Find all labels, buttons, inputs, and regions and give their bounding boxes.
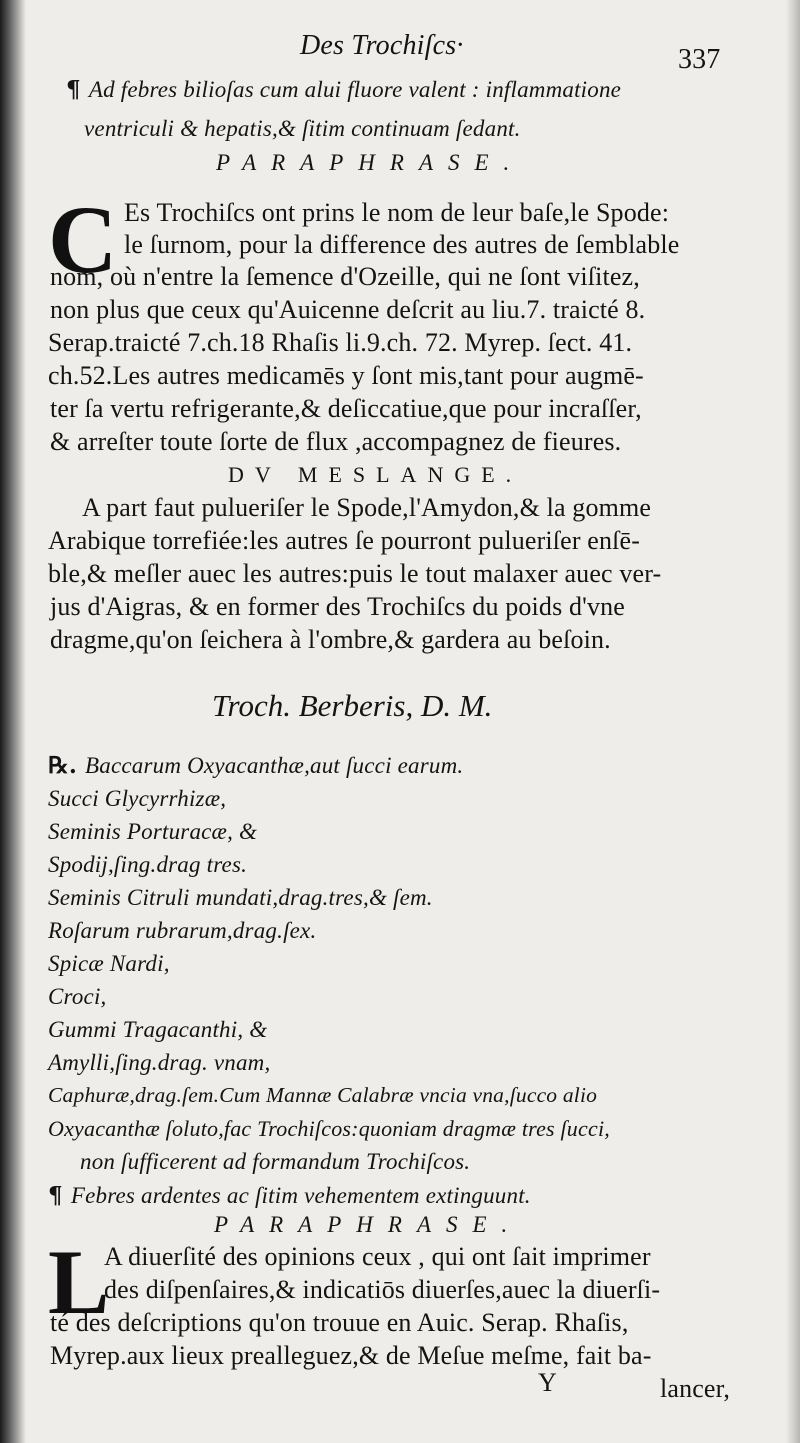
intro-note-line-1: ¶ Ad febres bilioſas cum alui fluore valent : inflammatione — [66, 76, 622, 103]
outro-note: ¶ Febres ardentes ac ſitim vehementem extinguunt. — [48, 1182, 531, 1209]
heading-paraphrase: PARAPHRASE. — [216, 150, 525, 175]
para2-line-4: jus d'Aigras, & en former des Trochiſcs du poids d'vne — [50, 592, 625, 621]
drop-cap-l: L — [48, 1231, 110, 1333]
recipe-line-4: Spodij,ſing.drag tres. — [48, 852, 248, 877]
gutter-shadow — [0, 0, 26, 1443]
para3-line-3: té des deſcriptions qu'on trouue en Auic. Serap. Rhaſis, — [50, 1308, 629, 1337]
para1-line-5: Serap.traicté 7.ch.18 Rhaſis li.9.ch. 72. Myrep. ſect. 41. — [48, 328, 633, 357]
recipe-line-12: Oxyacanthæ ſoluto,fac Trochiſcos:quoniam dragmæ tres ſucci, — [48, 1116, 610, 1141]
para3-line-2: des diſpenſaires,& indicatiōs diuerſes,auec la diuerſi- — [104, 1275, 661, 1304]
recipe-line-11: Caphuræ,drag.ſem.Cum Mannæ Calabræ vncia vna,ſucco alio — [48, 1083, 598, 1107]
recipe-line-9: Gummi Tragacanthi, & — [48, 1017, 268, 1042]
para1-line-6: ch.52.Les autres medicamēs y ſont mis,tant pour augmē- — [48, 361, 644, 390]
catchword: lancer, — [660, 1374, 731, 1403]
recipe-line-8: Croci, — [48, 984, 107, 1009]
recipe-line-7: Spicæ Nardi, — [48, 951, 170, 976]
paragraph-mark: ¶ — [66, 76, 81, 103]
recipe-line-2: Succi Glycyrrhizæ, — [48, 786, 227, 811]
para1-line-7: ter ſa vertu refrigerante,& deſiccatiue,que pour incraſſer, — [50, 394, 642, 423]
signature-mark: Y — [538, 1368, 557, 1397]
para2-line-2: Arabique torrefiée:les autres ſe pourront pulueriſer enſē- — [48, 526, 640, 555]
recipe-line-10: Amylli,ſing.drag. vnam, — [48, 1050, 271, 1075]
para1-line-4: non plus que ceux qu'Auicenne deſcrit au liu.7. traicté 8. — [50, 295, 646, 324]
recipe-line-6: Roſarum rubrarum,drag.ſex. — [48, 918, 317, 943]
recipe-title: Troch. Berberis, D. M. — [212, 688, 493, 723]
intro-note-line-2: ventriculi & hepatis,& ſitim continuam ſedant. — [84, 116, 521, 141]
recipe-line-3: Seminis Porturacæ, & — [48, 819, 258, 844]
paragraph-mark: ¶ — [48, 1182, 63, 1209]
heading-du-meslange: DV MESLANGE. — [228, 462, 523, 487]
recipe-line-1: ℞. Baccarum Oxyacanthæ,aut ſucci earum. — [48, 752, 464, 779]
para1-line-2: le ſurnom, pour la difference des autres de ſemblable — [124, 230, 680, 259]
para1-line-1: Es Trochiſcs ont prins le nom de leur baſe,le Spode: — [124, 198, 670, 227]
recipe-mark: ℞. — [48, 752, 78, 779]
running-title: Des Trochiſcs· — [300, 30, 464, 61]
para2-line-3: ble,& meſler auec les autres:puis le tout malaxer auec ver- — [48, 559, 662, 588]
page-number: 337 — [678, 44, 721, 75]
page-edge-shadow — [786, 0, 800, 1443]
recipe-line-13: non ſufficerent ad formandum Trochiſcos. — [80, 1149, 471, 1174]
para2-line-5: dragme,qu'on ſeichera à l'ombre,& gardera au beſoin. — [50, 625, 611, 654]
drop-cap-c: C — [48, 186, 118, 293]
para2-line-1: A part faut pulueriſer le Spode,l'Amydon,& la gomme — [82, 493, 652, 522]
para3-line-1: A diuerſité des opinions ceux , qui ont ſait imprimer — [104, 1242, 651, 1271]
para1-line-8: & arreſter toute ſorte de flux ,accompagnez de fieures. — [50, 427, 622, 456]
heading-paraphrase-2: PARAPHRASE. — [214, 1212, 523, 1237]
para3-line-4: Myrep.aux lieux prealleguez,& de Meſue meſme, fait ba- — [50, 1341, 652, 1370]
recipe-line-5: Seminis Citruli mundati,drag.tres,& ſem. — [48, 885, 433, 910]
para1-line-3: nom, où n'entre la ſemence d'Ozeille, qui ne ſont viſitez, — [50, 262, 640, 291]
